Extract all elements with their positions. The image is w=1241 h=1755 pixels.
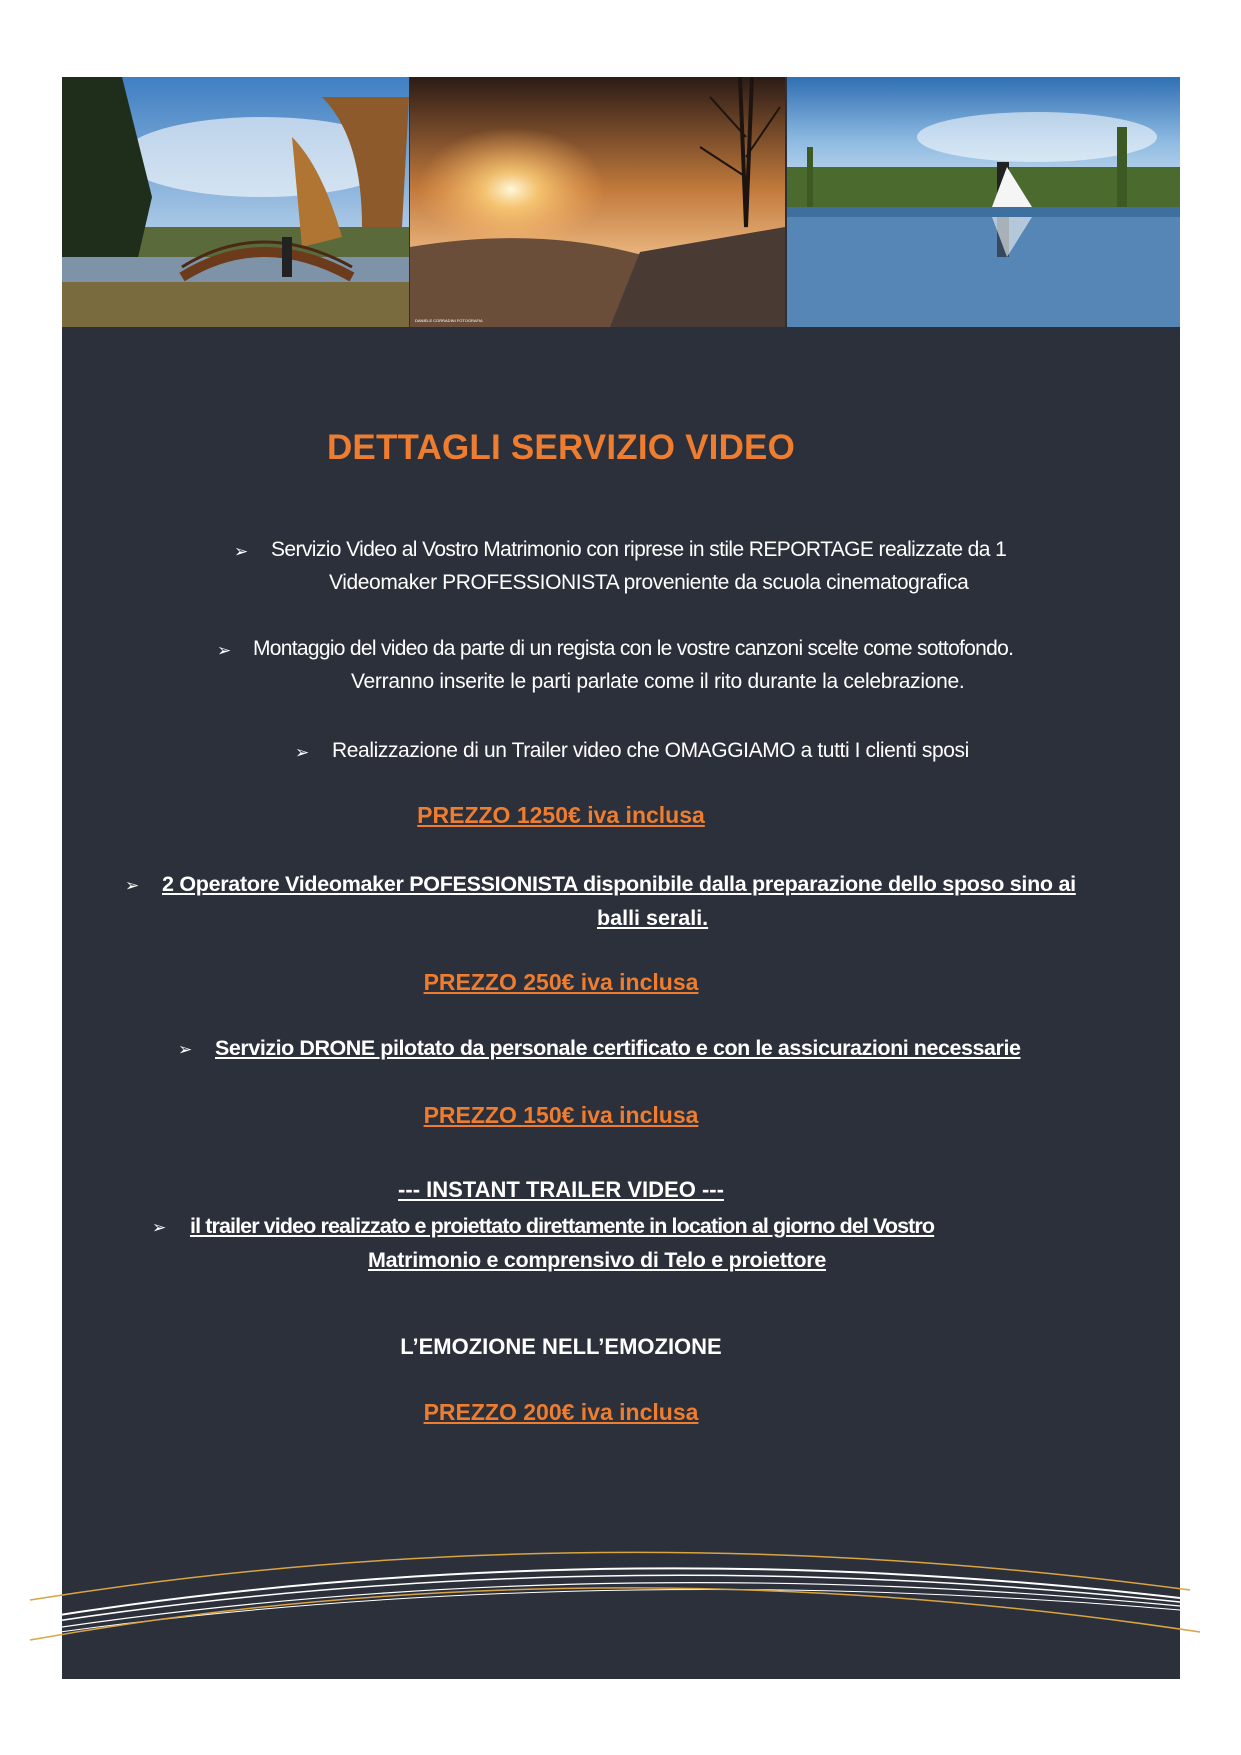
- price-1250: PREZZO 1250€ iva inclusa: [417, 802, 705, 828]
- photo-caption: DANIELE CORRADINI FOTOGRAFIA: [415, 318, 483, 323]
- bullet-arrow-icon: ➢: [125, 876, 140, 895]
- item2-line2: Verranno inserite le parti parlate come il rito durante la celebrazione.: [351, 670, 965, 693]
- item6-line2: Matrimonio e comprensivo di Telo e proiettore: [368, 1248, 826, 1272]
- bullet-arrow-icon: ➢: [217, 641, 232, 660]
- page-title: DETTAGLI SERVIZIO VIDEO: [326, 428, 796, 467]
- instant-trailer-heading: --- INSTANT TRAILER VIDEO ---: [398, 1177, 724, 1202]
- item2-line1: Montaggio del video da parte di un regista con le vostre canzoni scelte come sottofondo.: [253, 637, 1014, 660]
- item1-line2: Videomaker PROFESSIONISTA proveniente da scuola cinematografica: [329, 571, 969, 594]
- sunset-hills-photo: [410, 77, 785, 327]
- item5-line1: Servizio DRONE pilotato da personale certificato e con le assicurazioni necessarie: [215, 1036, 1021, 1060]
- decorative-waves: [30, 1540, 1210, 1660]
- price-200: PREZZO 200€ iva inclusa: [423, 1399, 699, 1425]
- bullet-arrow-icon: ➢: [295, 743, 310, 762]
- price-250: PREZZO 250€ iva inclusa: [423, 969, 699, 995]
- item3-line1: Realizzazione di un Trailer video che OMAGGIAMO a tutti I clienti sposi: [332, 739, 969, 762]
- bridge-autumn-photo: [62, 77, 409, 327]
- bullet-arrow-icon: ➢: [234, 542, 249, 561]
- item6-line1: il trailer video realizzato e proiettato direttamente in location al giorno del Vostro: [190, 1214, 935, 1238]
- price-150: PREZZO 150€ iva inclusa: [423, 1102, 699, 1128]
- bullet-arrow-icon: ➢: [178, 1040, 193, 1059]
- item1-line1: Servizio Video al Vostro Matrimonio con riprese in stile REPORTAGE realizzate da 1: [271, 538, 1007, 561]
- item4-line2: balli serali.: [597, 906, 709, 930]
- tagline: L’EMOZIONE NELL’EMOZIONE: [400, 1334, 722, 1359]
- item4-line1: 2 Operatore Videomaker POFESSIONISTA disponibile dalla preparazione dello sposo sino ai: [162, 872, 1076, 896]
- bullet-arrow-icon: ➢: [152, 1218, 167, 1237]
- pool-reflection-photo: [787, 77, 1180, 327]
